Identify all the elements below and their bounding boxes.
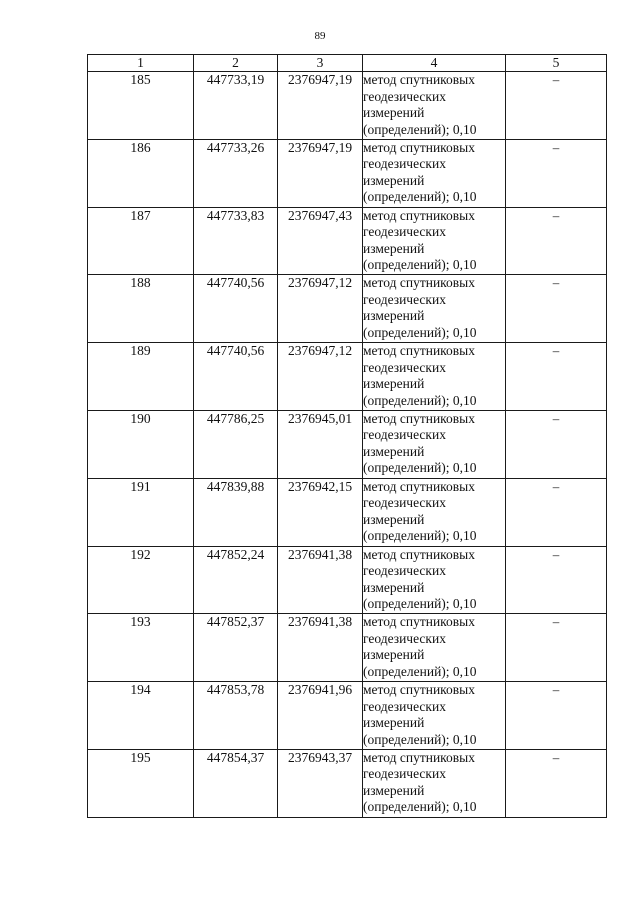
coordinates-table [87,54,607,818]
column-header: 1 [88,55,194,72]
point-number-cell: 191 [88,478,194,546]
point-number-cell: 195 [88,749,194,817]
point-number-cell: 186 [88,139,194,207]
method-line: измерений [363,647,425,663]
y-coordinate-cell: 2376941,38 [278,546,363,614]
y-coordinate-cell: 2376941,38 [278,614,363,682]
column-header: 2 [194,55,278,72]
method-line: метод спутниковых [363,343,475,359]
method-line: геодезических [363,495,446,511]
note-cell: – [506,546,607,614]
y-coordinate-cell: 2376941,96 [278,682,363,750]
table-row [88,478,607,546]
x-coordinate-cell: 447854,37 [194,749,278,817]
table-row [88,139,607,207]
y-coordinate-cell: 2376942,15 [278,478,363,546]
y-coordinate-cell: 2376947,12 [278,275,363,343]
method-line: (определений); 0,10 [363,392,477,408]
method-line: (определений); 0,10 [363,257,477,273]
table-row [88,682,607,750]
note-cell: – [506,207,607,275]
method-cell [363,343,506,411]
method-line: измерений [363,172,425,188]
method-line: (определений); 0,10 [363,460,477,476]
column-header: 3 [278,55,363,72]
x-coordinate-cell: 447852,24 [194,546,278,614]
point-number-cell: 188 [88,275,194,343]
method-cell [363,207,506,275]
method-line: измерений [363,308,425,324]
method-line: метод спутниковых [363,139,475,155]
y-coordinate-cell: 2376945,01 [278,410,363,478]
table-row [88,410,607,478]
note-cell: – [506,343,607,411]
method-line: измерений [363,105,425,120]
method-line: (определений); 0,10 [363,528,477,544]
note-cell: – [506,72,607,140]
page-number: 89 [314,30,326,42]
method-cell [363,410,506,478]
table-row [88,546,607,614]
method-cell [363,139,506,207]
table-row [88,207,607,275]
method-line: метод спутниковых [363,749,475,765]
table-header-row [88,55,607,72]
table-row [88,343,607,411]
method-line: геодезических [363,427,446,443]
note-cell: – [506,478,607,546]
method-line: метод спутниковых [363,546,475,562]
method-cell [363,682,506,750]
table-row [88,275,607,343]
method-line: геодезических [363,156,446,172]
method-cell [363,614,506,682]
method-cell [363,275,506,343]
point-number-cell: 194 [88,682,194,750]
method-line: метод спутниковых [363,72,475,87]
method-line: геодезических [363,88,446,104]
note-cell: – [506,749,607,817]
note-cell: – [506,275,607,343]
y-coordinate-cell: 2376947,12 [278,343,363,411]
method-line: измерений [363,782,425,798]
note-cell: – [506,139,607,207]
y-coordinate-cell: 2376947,43 [278,207,363,275]
point-number-cell: 190 [88,410,194,478]
point-number-cell: 192 [88,546,194,614]
x-coordinate-cell: 447733,83 [194,207,278,275]
method-line: (определений); 0,10 [363,121,477,137]
method-line: метод спутниковых [363,614,475,630]
method-line: геодезических [363,224,446,240]
y-coordinate-cell: 2376947,19 [278,72,363,140]
method-line: измерений [363,443,425,459]
x-coordinate-cell: 447853,78 [194,682,278,750]
x-coordinate-cell: 447786,25 [194,410,278,478]
method-line: геодезических [363,291,446,307]
note-cell: – [506,410,607,478]
y-coordinate-cell: 2376947,19 [278,139,363,207]
method-line: (определений); 0,10 [363,596,477,612]
method-line: метод спутниковых [363,682,475,698]
method-line: (определений); 0,10 [363,189,477,205]
column-header: 4 [363,55,506,72]
point-number-cell: 189 [88,343,194,411]
method-line: геодезических [363,698,446,714]
method-cell [363,72,506,140]
method-cell [363,478,506,546]
method-line: геодезических [363,359,446,375]
x-coordinate-cell: 447740,56 [194,343,278,411]
method-line: (определений); 0,10 [363,799,477,815]
method-cell [363,749,506,817]
table-body [88,72,607,818]
point-number-cell: 185 [88,72,194,140]
method-line: метод спутниковых [363,478,475,494]
note-cell: – [506,682,607,750]
method-line: геодезических [363,766,446,782]
x-coordinate-cell: 447852,37 [194,614,278,682]
point-number-cell: 187 [88,207,194,275]
table-row [88,72,607,140]
x-coordinate-cell: 447740,56 [194,275,278,343]
note-cell: – [506,614,607,682]
table-row [88,749,607,817]
method-line: метод спутниковых [363,207,475,223]
method-line: метод спутниковых [363,275,475,291]
method-line: измерений [363,715,425,731]
method-line: (определений); 0,10 [363,731,477,747]
method-line: измерений [363,511,425,527]
method-line: (определений); 0,10 [363,324,477,340]
point-number-cell: 193 [88,614,194,682]
table-row [88,614,607,682]
method-line: (определений); 0,10 [363,663,477,679]
x-coordinate-cell: 447733,19 [194,72,278,140]
x-coordinate-cell: 447839,88 [194,478,278,546]
method-cell [363,546,506,614]
method-line: геодезических [363,630,446,646]
method-line: измерений [363,240,425,256]
method-line: измерений [363,376,425,392]
method-line: геодезических [363,563,446,579]
x-coordinate-cell: 447733,26 [194,139,278,207]
y-coordinate-cell: 2376943,37 [278,749,363,817]
method-line: метод спутниковых [363,410,475,426]
method-line: измерений [363,579,425,595]
column-header: 5 [506,55,607,72]
